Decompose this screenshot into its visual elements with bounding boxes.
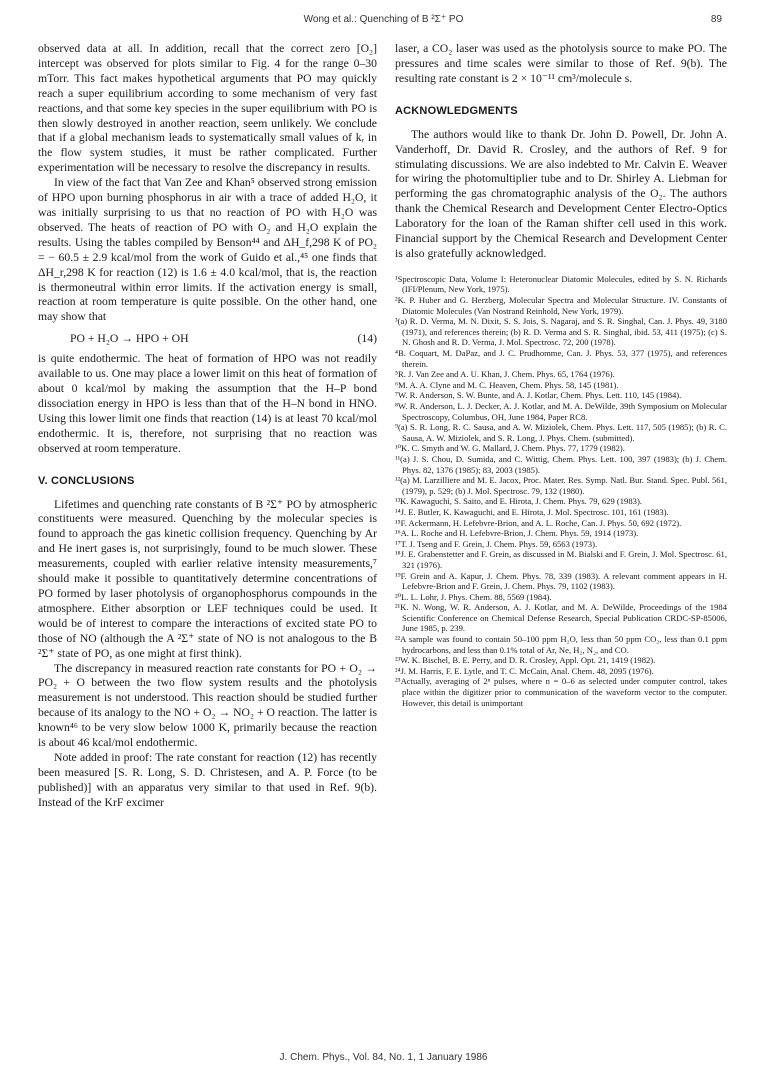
references-list xyxy=(395,274,727,708)
page-number: 89 xyxy=(710,14,722,25)
paragraph-note-added: Note added in proof: The rate constant for reaction (12) has recently been measured [S. R. Long, S. D. Christesen, and A. P. Force (to be published)] with an apparatus very similar to that used in Ref. 9(b). Instead of the KrF excimer xyxy=(38,750,377,809)
paragraph-continued: observed data at all. In addition, recall that the correct zero [O₂] intercept was observed for plots similar to Fig. 4 for the range 0–30 mTorr. This fact makes hypothetical arguments that PO may quickly reach a super equilibrium according to some mechanism of very fast reactions, and that some key species in the super equilibrium with PO is then slowly destroyed in another reaction, seem unlikely. We conclude that if a global mechanism leads to systematically small values of kᵣ in the flow system studies, it must be rather complicated. Further experimentation will be necessary to resolve the discrepancy in results. xyxy=(38,42,377,175)
reference-item: ²K. P. Huber and G. Herzberg, Molecular Spectra and Molecular Structure. IV. Constants of Diatomic Molecules (Van Nostrand Reinhold, New York, 1979). xyxy=(395,295,727,316)
reference-item: ⁴B. Coquart, M. DaPaz, and J. C. Prudhomme, Can. J. Phys. 53, 377 (1975), and references therein. xyxy=(395,348,727,369)
reference-item: ¹³K. Kawaguchi, S. Saito, and E. Hirota, J. Chem. Phys. 79, 629 (1983). xyxy=(395,496,642,507)
reference-item: ⁹(a) S. R. Long, R. C. Sausa, and A. W. Miziolek, Chem. Phys. Lett. 117, 505 (1985); (b) R. C. Sausa, A. W. Miziolek, and S. R. Long, J. Phys. Chem. (submitted). xyxy=(395,422,727,443)
reference-item: ²¹K. N. Wong, W. R. Anderson, A. J. Kotlar, and M. A. DeWilde, Proceedings of the 1984 Scientific Conference on Chemical Defense Research, Special Publication CRDC-SP-85006, June 1985, p. 239. xyxy=(395,602,727,634)
section-heading-acknowledgments: ACKNOWLEDGMENTS xyxy=(395,104,518,117)
paragraph-conclusions-1: Lifetimes and quenching rate constants of B ²Σ⁺ PO by atmospheric constituents were measured. Quenching by the molecular species is found to approach the gas kinetic collision frequency. Quenching by Ar and He inert gases is, not surprisingly, found to be much slower. These measurements, coupled with earlier relative intensity measurements,⁷ should make it possible to quantitatively determine concentrations of PO formed by laser photolysis of organophosphorus compounds in the atmosphere. Either absorption or LEF techniques could be used. It would be of interest to compare the interactions of excited state PO to those of NO (although the A ²Σ⁺ state of NO is not analogous to the B ²Σ⁺ state of PO, as one might at first think). xyxy=(38,497,377,660)
paragraph-heats-of-reaction: In view of the fact that Van Zee and Khan⁵ observed strong emission of HPO upon burning phosphorus in air with a trace of added H₂O, it was initially surprising to us that no reaction of PO with H₂O was observed. The heats of reaction of PO with O₂ and H₂O explain the results. Using the tables compiled by Benson⁴⁴ and ΔH_f,298 K of PO₂ = − 60.5 ± 2.9 kcal/mol from the work of Guido et al.,⁴⁵ one finds that ΔH_r,298 K for reaction (12) is 1.6 ± 4.0 kcal/mol, that is, the reaction is thermoneutral within error limits. If the activation energy is small, reaction at room temperature is quite possible. On the other hand, one may show that xyxy=(38,176,377,324)
equation-14 xyxy=(38,331,377,346)
reference-item: ⁶M. A. A. Clyne and M. C. Heaven, Chem. Phys. 58, 145 (1981). xyxy=(395,379,619,390)
paragraph-conclusions-2: The discrepancy in measured reaction rate constants for PO + O₂ → PO₂ + O between the two flow system results and the photolysis measurement is not understood. This reaction should be studied further because of its analogy to the NO + O₂ → NO₂ + O reaction. The latter is known⁴⁶ to be very slow below 1000 K, primarily because the reaction is about 46 kcal/mol endothermic. xyxy=(38,661,377,750)
journal-footer: J. Chem. Phys., Vol. 84, No. 1, 1 January 1986 xyxy=(279,1052,488,1063)
reference-item: ¹⁶A. L. Roche and H. Lefebvre-Brion, J. Chem. Phys. 59, 1914 (1973). xyxy=(395,528,639,539)
reference-item: ²³W. K. Bischel, B. E. Perry, and D. R. Crosley, Appl. Opt. 21, 1419 (1982). xyxy=(395,655,656,666)
running-head: Wong et al.: Quenching of B ²Σ⁺ PO xyxy=(303,14,464,25)
section-heading-conclusions: V. CONCLUSIONS xyxy=(38,474,135,487)
reference-item: ²²A sample was found to contain 50–100 ppm H₂O, less than 50 ppm CO₂, less than 0.1 ppm hydrocarbons, and less than 0.1% total of Ar, Ne, H₂, N₂, and CO. xyxy=(395,634,727,655)
paragraph-acknowledgments: The authors would like to thank Dr. John D. Powell, Dr. John A. Vanderhoff, Dr. David R. Crosley, and the authors of Ref. 9 for stimulating discussions. We are also indebted to Mr. Calvin E. Weaver for wiring the photomultiplier tube and to Dr. Shirley A. Liebman for performing the gas chromatographic analysis of the O₂. The authors thank the Chemical Research and Development Center Electro-Optics Laboratory for the loan of the Raman shifter cell used in this work. Financial support by the Chemical Research and Development Center is also gratefully acknowledged. xyxy=(395,127,727,260)
reference-item: ¹²(a) M. Larzilliere and M. E. Jacox, Proc. Mater. Res. Symp. Natl. Bur. Stand. Spec. Publ. 561, (1979), p. 529; (b) J. Mol. Spectrosc. 79, 132 (1980). xyxy=(395,475,727,496)
right-column xyxy=(395,42,727,708)
reference-item: ¹⁰K. C. Smyth and W. G. Mallard, J. Chem. Phys. 77, 1779 (1982). xyxy=(395,443,625,454)
reference-item: ⁸W. R. Anderson, L. J. Decker, A. J. Kotlar, and M. A. DeWilde, 39th Symposium on Molecular Spectroscopy, Columbus, OH, June 1984, Paper RC8. xyxy=(395,401,727,422)
reference-item: ¹⁸J. E. Grabenstetter and F. Grein, as discussed in M. Bialski and F. Grein, J. Mol. Spectrosc. 61, 321 (1976). xyxy=(395,549,727,570)
reference-item: ²⁰L. L. Lohr, J. Phys. Chem. 88, 5569 (1984). xyxy=(395,591,552,602)
reference-item: ¹¹(a) J. S. Chou, D. Sumida, and C. Wittig, Chem. Phys. Lett. 100, 397 (1983); (b) J. Chem. Phys. 82, 1376 (1985); 83, 2003 (1985). xyxy=(395,453,727,475)
paragraph-note-continued: laser, a CO₂ laser was used as the photolysis source to make PO. The pressures and time scales were similar to those of Ref. 9(b). The resulting rate constant is 2 × 10⁻¹¹ cm³/molecule s. xyxy=(395,42,727,85)
reference-item: ³(a) R. D. Verma, M. N. Dixit, S. S. Jois, S. Nagaraj, and S. R. Singhal, Can. J. Phys. 49, 3180 (1971), and references therein; (b) R. D. Verma and S. R. Singhal, ibid. 53, 411 (1975); (c) S. N. Ghosh and R. D. Verma, J. Mol. Spectrosc. 72, 200 (1978). xyxy=(395,316,727,348)
left-column xyxy=(38,42,377,811)
paragraph-endothermic: is quite endothermic. The heat of formation of HPO was not readily available to us. One may place a lower limit on this heat of formation of about 0 kcal/mol by making the assumption that the H–P bond dissociation energy in HPO is less than that of the H–N bond in HNO. Using this lower limit one finds that reaction (14) is at least 70 kcal/mol endothermic. It is, therefore, not surprising that no reaction was observed at room temperature. xyxy=(38,352,377,455)
reference-item: ¹⁵F. Ackermann, H. Lefebvre-Brion, and A. L. Roche, Can. J. Phys. 50, 692 (1972). xyxy=(395,517,682,528)
equation-text: PO + H₂O → HPO + OH xyxy=(70,332,189,346)
equation-number: (14) xyxy=(357,332,377,346)
reference-item: ⁵R. J. Van Zee and A. U. Khan, J. Chem. Phys. 65, 1764 (1976). xyxy=(395,369,615,380)
reference-item: ¹⁷T. J. Tseng and F. Grein, J. Chem. Phys. 59, 6563 (1973). xyxy=(395,538,598,549)
reference-item: ¹⁹F. Grein and A. Kapur, J. Chem. Phys. 78, 339 (1983). A relevant comment appears in H. Lefebvre-Brion and F. Grein, J. Chem. Phys. 79, 1102 (1983). xyxy=(395,570,727,592)
reference-item: ¹Spectroscopic Data, Volume I: Heteronuclear Diatomic Molecules, edited by S. N. Richards (IFI/Plenum, New York, 1975). xyxy=(395,273,727,295)
reference-item: ¹⁴J. E. Butler, K. Kawaguchi, and E. Hirota, J. Mol. Spectrosc. 101, 161 (1983). xyxy=(395,506,669,517)
reference-item: ²⁵Actually, averaging of 2ⁿ pulses, where n = 0–6 as selected under computer control, takes place within the digitizer prior to communication of the waveform vector to the computer. However, this detail is unimportant xyxy=(395,676,727,708)
reference-item: ⁷W. R. Anderson, S. W. Bunte, and A. J. Kotlar, Chem. Phys. Lett. 110, 145 (1984). xyxy=(395,390,682,401)
reference-item: ²⁴J. M. Harris, F. E. Lytle, and T. C. McCain, Anal. Chem. 48, 2095 (1976). xyxy=(395,665,654,676)
